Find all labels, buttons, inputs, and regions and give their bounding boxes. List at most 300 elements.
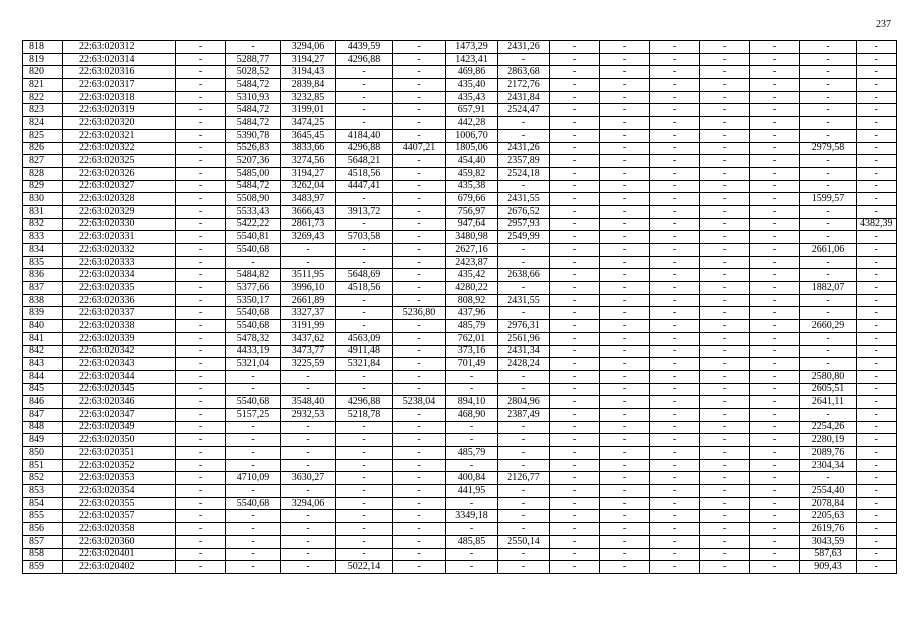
value-cell: - bbox=[281, 447, 336, 460]
value-cell: - bbox=[176, 535, 226, 548]
value-cell: - bbox=[650, 91, 700, 104]
cadastral-number-cell: 22:63:020333 bbox=[63, 256, 176, 269]
value-cell: - bbox=[550, 370, 600, 383]
value-cell: 5377,66 bbox=[226, 282, 281, 295]
value-cell: 435,40 bbox=[446, 79, 498, 92]
value-cell: - bbox=[550, 269, 600, 282]
value-cell: - bbox=[650, 535, 700, 548]
value-cell: 1423,41 bbox=[446, 53, 498, 66]
value-cell: - bbox=[857, 294, 897, 307]
value-cell: - bbox=[857, 561, 897, 574]
value-cell: - bbox=[600, 408, 650, 421]
value-cell: - bbox=[336, 497, 393, 510]
value-cell: - bbox=[446, 548, 498, 561]
value-cell: - bbox=[650, 117, 700, 130]
value-cell: - bbox=[226, 561, 281, 574]
value-cell: - bbox=[393, 231, 446, 244]
value-cell: - bbox=[393, 472, 446, 485]
value-cell: - bbox=[857, 307, 897, 320]
value-cell: 587,63 bbox=[800, 548, 857, 561]
row-number-cell: 848 bbox=[23, 421, 63, 434]
value-cell: - bbox=[600, 497, 650, 510]
value-cell: 5533,43 bbox=[226, 205, 281, 218]
value-cell: - bbox=[857, 535, 897, 548]
value-cell: - bbox=[750, 104, 800, 117]
value-cell: - bbox=[800, 117, 857, 130]
value-cell: - bbox=[336, 472, 393, 485]
value-cell: - bbox=[336, 79, 393, 92]
cadastral-number-cell: 22:63:020325 bbox=[63, 155, 176, 168]
value-cell: 5236,80 bbox=[393, 307, 446, 320]
value-cell: 2932,53 bbox=[281, 408, 336, 421]
value-cell: - bbox=[226, 383, 281, 396]
table-row bbox=[23, 497, 897, 510]
value-cell: - bbox=[600, 472, 650, 485]
value-cell: - bbox=[498, 383, 550, 396]
value-cell: - bbox=[176, 129, 226, 142]
cadastral-number-cell: 22:63:020357 bbox=[63, 510, 176, 523]
value-cell: - bbox=[176, 497, 226, 510]
value-cell: - bbox=[393, 358, 446, 371]
value-cell: - bbox=[650, 231, 700, 244]
value-cell: 2089,76 bbox=[800, 447, 857, 460]
value-cell: - bbox=[750, 142, 800, 155]
value-cell: - bbox=[650, 193, 700, 206]
cadastral-number-cell: 22:63:020321 bbox=[63, 129, 176, 142]
value-cell: 2431,55 bbox=[498, 294, 550, 307]
value-cell: - bbox=[336, 535, 393, 548]
value-cell: - bbox=[393, 421, 446, 434]
value-cell: - bbox=[550, 79, 600, 92]
value-cell: 3269,43 bbox=[281, 231, 336, 244]
value-cell: - bbox=[600, 523, 650, 536]
value-cell: 5484,82 bbox=[226, 269, 281, 282]
value-cell: - bbox=[600, 307, 650, 320]
value-cell: - bbox=[800, 408, 857, 421]
value-cell: 4518,56 bbox=[336, 282, 393, 295]
cadastral-number-cell: 22:63:020358 bbox=[63, 523, 176, 536]
value-cell: 435,43 bbox=[446, 91, 498, 104]
value-cell: - bbox=[700, 396, 750, 409]
value-cell: - bbox=[550, 244, 600, 257]
value-cell: - bbox=[857, 244, 897, 257]
table-row bbox=[23, 180, 897, 193]
value-cell: - bbox=[550, 510, 600, 523]
cadastral-number-cell: 22:63:020335 bbox=[63, 282, 176, 295]
value-cell: - bbox=[600, 129, 650, 142]
value-cell: - bbox=[176, 66, 226, 79]
value-cell: - bbox=[700, 447, 750, 460]
value-cell: - bbox=[393, 408, 446, 421]
value-cell: 485,79 bbox=[446, 447, 498, 460]
value-cell: - bbox=[393, 193, 446, 206]
value-cell: - bbox=[446, 370, 498, 383]
value-cell: - bbox=[600, 117, 650, 130]
value-cell: - bbox=[750, 66, 800, 79]
value-cell: - bbox=[700, 282, 750, 295]
value-cell: 3194,27 bbox=[281, 167, 336, 180]
value-cell: - bbox=[750, 294, 800, 307]
value-cell: 657,91 bbox=[446, 104, 498, 117]
value-cell: 3511,95 bbox=[281, 269, 336, 282]
value-cell: 4296,88 bbox=[336, 396, 393, 409]
value-cell: - bbox=[176, 256, 226, 269]
value-cell: 4296,88 bbox=[336, 142, 393, 155]
cadastral-number-cell: 22:63:020336 bbox=[63, 294, 176, 307]
value-cell: - bbox=[700, 548, 750, 561]
value-cell: - bbox=[393, 561, 446, 574]
cadastral-number-cell: 22:63:020354 bbox=[63, 485, 176, 498]
value-cell: 5484,72 bbox=[226, 79, 281, 92]
value-cell: - bbox=[700, 383, 750, 396]
value-cell: - bbox=[600, 53, 650, 66]
table-row bbox=[23, 396, 897, 409]
value-cell: - bbox=[750, 41, 800, 54]
value-cell: - bbox=[498, 370, 550, 383]
value-cell: 5310,93 bbox=[226, 91, 281, 104]
value-cell: - bbox=[176, 155, 226, 168]
value-cell: - bbox=[550, 497, 600, 510]
value-cell: - bbox=[650, 269, 700, 282]
row-number-cell: 854 bbox=[23, 497, 63, 510]
value-cell: - bbox=[550, 142, 600, 155]
value-cell: - bbox=[281, 459, 336, 472]
value-cell: - bbox=[446, 523, 498, 536]
value-cell: - bbox=[857, 117, 897, 130]
value-cell: 909,43 bbox=[800, 561, 857, 574]
value-cell: - bbox=[336, 370, 393, 383]
value-cell: 5485,00 bbox=[226, 167, 281, 180]
value-cell: - bbox=[700, 91, 750, 104]
value-cell: - bbox=[600, 91, 650, 104]
value-cell: - bbox=[650, 129, 700, 142]
value-cell: - bbox=[176, 523, 226, 536]
table-row bbox=[23, 358, 897, 371]
value-cell: - bbox=[857, 523, 897, 536]
cadastral-number-cell: 22:63:020350 bbox=[63, 434, 176, 447]
row-number-cell: 847 bbox=[23, 408, 63, 421]
cadastral-number-cell: 22:63:020346 bbox=[63, 396, 176, 409]
value-cell: 5028,52 bbox=[226, 66, 281, 79]
value-cell: - bbox=[650, 53, 700, 66]
value-cell: 1473,29 bbox=[446, 41, 498, 54]
value-cell: - bbox=[800, 129, 857, 142]
value-cell: 5540,68 bbox=[226, 320, 281, 333]
value-cell: - bbox=[498, 307, 550, 320]
value-cell: 4439,59 bbox=[336, 41, 393, 54]
value-cell: 808,92 bbox=[446, 294, 498, 307]
value-cell: - bbox=[650, 294, 700, 307]
value-cell: 442,28 bbox=[446, 117, 498, 130]
row-number-cell: 821 bbox=[23, 79, 63, 92]
value-cell: - bbox=[336, 104, 393, 117]
value-cell: - bbox=[857, 485, 897, 498]
value-cell: - bbox=[550, 129, 600, 142]
cadastral-number-cell: 22:63:020317 bbox=[63, 79, 176, 92]
value-cell: - bbox=[393, 345, 446, 358]
value-cell: - bbox=[650, 282, 700, 295]
value-cell: - bbox=[700, 561, 750, 574]
value-cell: - bbox=[226, 510, 281, 523]
value-cell: - bbox=[600, 485, 650, 498]
value-cell: 3191,99 bbox=[281, 320, 336, 333]
value-cell: - bbox=[550, 282, 600, 295]
value-cell: - bbox=[550, 421, 600, 434]
value-cell: - bbox=[600, 535, 650, 548]
value-cell: - bbox=[800, 472, 857, 485]
value-cell: 3294,06 bbox=[281, 497, 336, 510]
value-cell: - bbox=[176, 345, 226, 358]
value-cell: - bbox=[393, 320, 446, 333]
value-cell: - bbox=[857, 497, 897, 510]
value-cell: - bbox=[800, 79, 857, 92]
value-cell: 5703,58 bbox=[336, 231, 393, 244]
value-cell: - bbox=[650, 155, 700, 168]
table-row bbox=[23, 421, 897, 434]
value-cell: - bbox=[550, 41, 600, 54]
value-cell: - bbox=[176, 244, 226, 257]
table-row bbox=[23, 53, 897, 66]
value-cell: - bbox=[750, 79, 800, 92]
value-cell: 435,42 bbox=[446, 269, 498, 282]
value-cell: - bbox=[176, 53, 226, 66]
value-cell: 2431,84 bbox=[498, 91, 550, 104]
value-cell: - bbox=[446, 561, 498, 574]
value-cell: - bbox=[446, 459, 498, 472]
value-cell: - bbox=[750, 358, 800, 371]
value-cell: 2861,73 bbox=[281, 218, 336, 231]
value-cell: - bbox=[750, 129, 800, 142]
value-cell: 5207,36 bbox=[226, 155, 281, 168]
row-number-cell: 823 bbox=[23, 104, 63, 117]
value-cell: - bbox=[650, 180, 700, 193]
value-cell: - bbox=[393, 523, 446, 536]
cadastral-number-cell: 22:63:020349 bbox=[63, 421, 176, 434]
value-cell: 2126,77 bbox=[498, 472, 550, 485]
value-cell: - bbox=[750, 193, 800, 206]
value-cell: - bbox=[857, 104, 897, 117]
value-cell: - bbox=[650, 244, 700, 257]
value-cell: - bbox=[550, 447, 600, 460]
value-cell: - bbox=[393, 53, 446, 66]
value-cell: - bbox=[226, 256, 281, 269]
value-cell: 4563,09 bbox=[336, 332, 393, 345]
table-row bbox=[23, 434, 897, 447]
value-cell: - bbox=[226, 535, 281, 548]
value-cell: 3474,25 bbox=[281, 117, 336, 130]
value-cell: 2627,16 bbox=[446, 244, 498, 257]
value-cell: 2431,55 bbox=[498, 193, 550, 206]
value-cell: - bbox=[600, 459, 650, 472]
cadastral-number-cell: 22:63:020312 bbox=[63, 41, 176, 54]
value-cell: - bbox=[650, 396, 700, 409]
value-cell: 485,79 bbox=[446, 320, 498, 333]
value-cell: - bbox=[650, 345, 700, 358]
value-cell: - bbox=[857, 396, 897, 409]
value-cell: 5390,78 bbox=[226, 129, 281, 142]
table-row bbox=[23, 307, 897, 320]
value-cell: - bbox=[700, 79, 750, 92]
value-cell: - bbox=[498, 523, 550, 536]
value-cell: - bbox=[550, 383, 600, 396]
value-cell: - bbox=[550, 408, 600, 421]
value-cell: - bbox=[176, 79, 226, 92]
row-number-cell: 825 bbox=[23, 129, 63, 142]
value-cell: - bbox=[650, 548, 700, 561]
value-cell: 5350,17 bbox=[226, 294, 281, 307]
cadastral-number-cell: 22:63:020360 bbox=[63, 535, 176, 548]
table-row bbox=[23, 129, 897, 142]
cadastral-number-cell: 22:63:020331 bbox=[63, 231, 176, 244]
value-cell: - bbox=[857, 548, 897, 561]
value-cell: - bbox=[750, 269, 800, 282]
value-cell: - bbox=[650, 472, 700, 485]
value-cell: - bbox=[550, 231, 600, 244]
value-cell: - bbox=[750, 91, 800, 104]
table-row bbox=[23, 117, 897, 130]
value-cell: 2554,40 bbox=[800, 485, 857, 498]
value-cell: 3483,97 bbox=[281, 193, 336, 206]
value-cell: 3630,27 bbox=[281, 472, 336, 485]
value-cell: - bbox=[857, 320, 897, 333]
value-cell: - bbox=[650, 383, 700, 396]
value-cell: - bbox=[226, 548, 281, 561]
value-cell: - bbox=[750, 231, 800, 244]
value-cell: - bbox=[393, 205, 446, 218]
value-cell: - bbox=[393, 485, 446, 498]
value-cell: - bbox=[226, 421, 281, 434]
value-cell: - bbox=[498, 53, 550, 66]
value-cell: - bbox=[393, 447, 446, 460]
value-cell: 5321,04 bbox=[226, 358, 281, 371]
row-number-cell: 843 bbox=[23, 358, 63, 371]
value-cell: - bbox=[650, 205, 700, 218]
cadastral-number-cell: 22:63:020322 bbox=[63, 142, 176, 155]
value-cell: - bbox=[446, 421, 498, 434]
value-cell: - bbox=[650, 561, 700, 574]
value-cell: - bbox=[393, 79, 446, 92]
value-cell: - bbox=[498, 421, 550, 434]
value-cell: - bbox=[498, 485, 550, 498]
value-cell: - bbox=[498, 117, 550, 130]
value-cell: - bbox=[700, 408, 750, 421]
value-cell: - bbox=[393, 497, 446, 510]
row-number-cell: 858 bbox=[23, 548, 63, 561]
cadastral-number-cell: 22:63:020320 bbox=[63, 117, 176, 130]
value-cell: - bbox=[600, 434, 650, 447]
value-cell: - bbox=[750, 53, 800, 66]
row-number-cell: 840 bbox=[23, 320, 63, 333]
value-cell: 3913,72 bbox=[336, 205, 393, 218]
value-cell: 5526,83 bbox=[226, 142, 281, 155]
value-cell: - bbox=[600, 282, 650, 295]
value-cell: - bbox=[857, 193, 897, 206]
value-cell: - bbox=[700, 320, 750, 333]
table-row bbox=[23, 193, 897, 206]
value-cell: - bbox=[498, 459, 550, 472]
value-cell: 4296,88 bbox=[336, 53, 393, 66]
value-cell: - bbox=[857, 472, 897, 485]
value-cell: 4407,21 bbox=[393, 142, 446, 155]
table-row bbox=[23, 66, 897, 79]
cadastral-number-cell: 22:63:020401 bbox=[63, 548, 176, 561]
row-number-cell: 827 bbox=[23, 155, 63, 168]
value-cell: - bbox=[650, 510, 700, 523]
value-cell: - bbox=[857, 167, 897, 180]
value-cell: - bbox=[800, 66, 857, 79]
value-cell: 3645,45 bbox=[281, 129, 336, 142]
value-cell: - bbox=[336, 117, 393, 130]
value-cell: - bbox=[393, 167, 446, 180]
row-number-cell: 853 bbox=[23, 485, 63, 498]
value-cell: - bbox=[800, 332, 857, 345]
value-cell: - bbox=[336, 383, 393, 396]
row-number-cell: 819 bbox=[23, 53, 63, 66]
value-cell: - bbox=[800, 307, 857, 320]
value-cell: 5540,68 bbox=[226, 497, 281, 510]
value-cell: - bbox=[336, 447, 393, 460]
value-cell: - bbox=[857, 383, 897, 396]
value-cell: - bbox=[750, 447, 800, 460]
value-cell: - bbox=[750, 548, 800, 561]
cadastral-number-cell: 22:63:020342 bbox=[63, 345, 176, 358]
value-cell: - bbox=[176, 434, 226, 447]
value-cell: 5422,22 bbox=[226, 218, 281, 231]
value-cell: - bbox=[700, 256, 750, 269]
value-cell: 4447,41 bbox=[336, 180, 393, 193]
value-cell: - bbox=[393, 383, 446, 396]
value-cell: 1805,06 bbox=[446, 142, 498, 155]
row-number-cell: 836 bbox=[23, 269, 63, 282]
value-cell: - bbox=[857, 510, 897, 523]
value-cell: 3996,10 bbox=[281, 282, 336, 295]
value-cell: - bbox=[857, 256, 897, 269]
table-row bbox=[23, 383, 897, 396]
value-cell: - bbox=[176, 218, 226, 231]
value-cell: - bbox=[857, 358, 897, 371]
value-cell: - bbox=[226, 447, 281, 460]
value-cell: 2661,06 bbox=[800, 244, 857, 257]
value-cell: - bbox=[176, 472, 226, 485]
value-cell: - bbox=[600, 383, 650, 396]
value-cell: - bbox=[750, 244, 800, 257]
value-cell: - bbox=[750, 523, 800, 536]
value-cell: - bbox=[336, 193, 393, 206]
value-cell: - bbox=[700, 129, 750, 142]
row-number-cell: 822 bbox=[23, 91, 63, 104]
cadastral-number-cell: 22:63:020345 bbox=[63, 383, 176, 396]
row-number-cell: 851 bbox=[23, 459, 63, 472]
value-cell: - bbox=[600, 79, 650, 92]
value-cell: - bbox=[700, 294, 750, 307]
value-cell: 4280,22 bbox=[446, 282, 498, 295]
value-cell: - bbox=[600, 269, 650, 282]
value-cell: - bbox=[176, 408, 226, 421]
value-cell: - bbox=[600, 447, 650, 460]
value-cell: - bbox=[750, 408, 800, 421]
value-cell: - bbox=[857, 282, 897, 295]
cadastral-number-cell: 22:63:020402 bbox=[63, 561, 176, 574]
cadastral-number-cell: 22:63:020338 bbox=[63, 320, 176, 333]
table-row bbox=[23, 408, 897, 421]
value-cell: - bbox=[700, 66, 750, 79]
value-cell: 468,90 bbox=[446, 408, 498, 421]
value-cell: - bbox=[857, 79, 897, 92]
value-cell: - bbox=[650, 434, 700, 447]
value-cell: 2423,87 bbox=[446, 256, 498, 269]
value-cell: - bbox=[857, 180, 897, 193]
value-cell: - bbox=[281, 535, 336, 548]
